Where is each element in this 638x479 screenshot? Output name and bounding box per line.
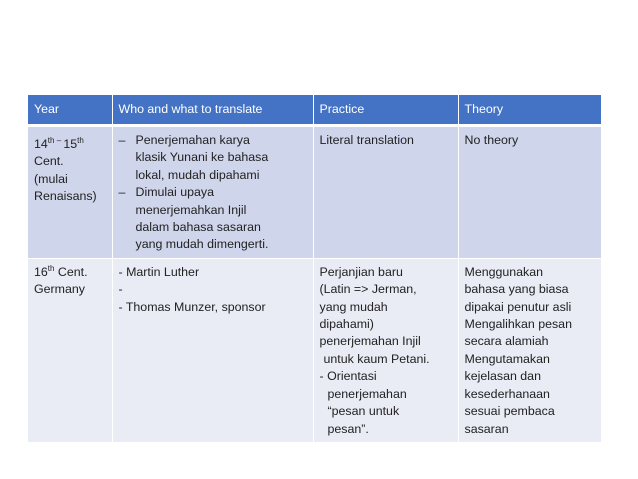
dash-bullet: – <box>118 133 126 147</box>
translation-history-table <box>28 95 601 442</box>
year-range: 14th – 15th <box>34 136 84 151</box>
header-year: Year <box>28 95 112 126</box>
list-item: - <box>118 282 123 297</box>
cell-theory-row1: No theory <box>458 126 601 259</box>
dash-bullet: – <box>118 185 126 200</box>
cell-year-row1 <box>28 126 112 259</box>
cell-practice-row1: Literal translation <box>313 126 458 259</box>
cell-theory-row2: Menggunakan bahasa yang biasa dipakai penutur asli Mengalihkan pesan secara alamiah Mengutamakan kejelasan dan kesederhanaan sesuai pembaca sasaran <box>458 258 601 442</box>
header-who-what: Who and what to translate <box>112 95 313 126</box>
cell-practice-row2: Perjanjian baru (Latin => Jerman, yang mudah dipahami) penerjemahan Injil untuk kaum Petani. - Orientasi penerjemahan “pesan untuk pesan”. <box>313 258 458 442</box>
year-century: 16th Cent. <box>34 263 88 279</box>
dash-list-item: – Dimulai upaya menerjemahkan Injil dalam bahasa sasaran yang mudah dimengerti. <box>119 184 307 254</box>
year-line: (mulai <box>34 171 68 186</box>
year-line: Cent. <box>34 154 64 169</box>
header-theory: Theory <box>458 95 601 126</box>
cell-who-row1 <box>112 126 313 259</box>
year-line: Germany <box>34 282 85 297</box>
table-row <box>28 258 601 442</box>
dash-list-item: – Penerjemahan karya klasik Yunani ke bahasa lokal, mudah dipahami <box>119 132 307 184</box>
header-practice: Practice <box>313 95 458 126</box>
year-line: Renaisans) <box>34 189 97 204</box>
cell-year-row2 <box>28 258 112 442</box>
table-row <box>28 126 601 259</box>
list-item: - Martin Luther <box>118 264 200 279</box>
cell-who-row2 <box>112 258 313 442</box>
table-header-row <box>28 95 601 126</box>
list-item: - Thomas Munzer, sponsor <box>118 299 266 314</box>
